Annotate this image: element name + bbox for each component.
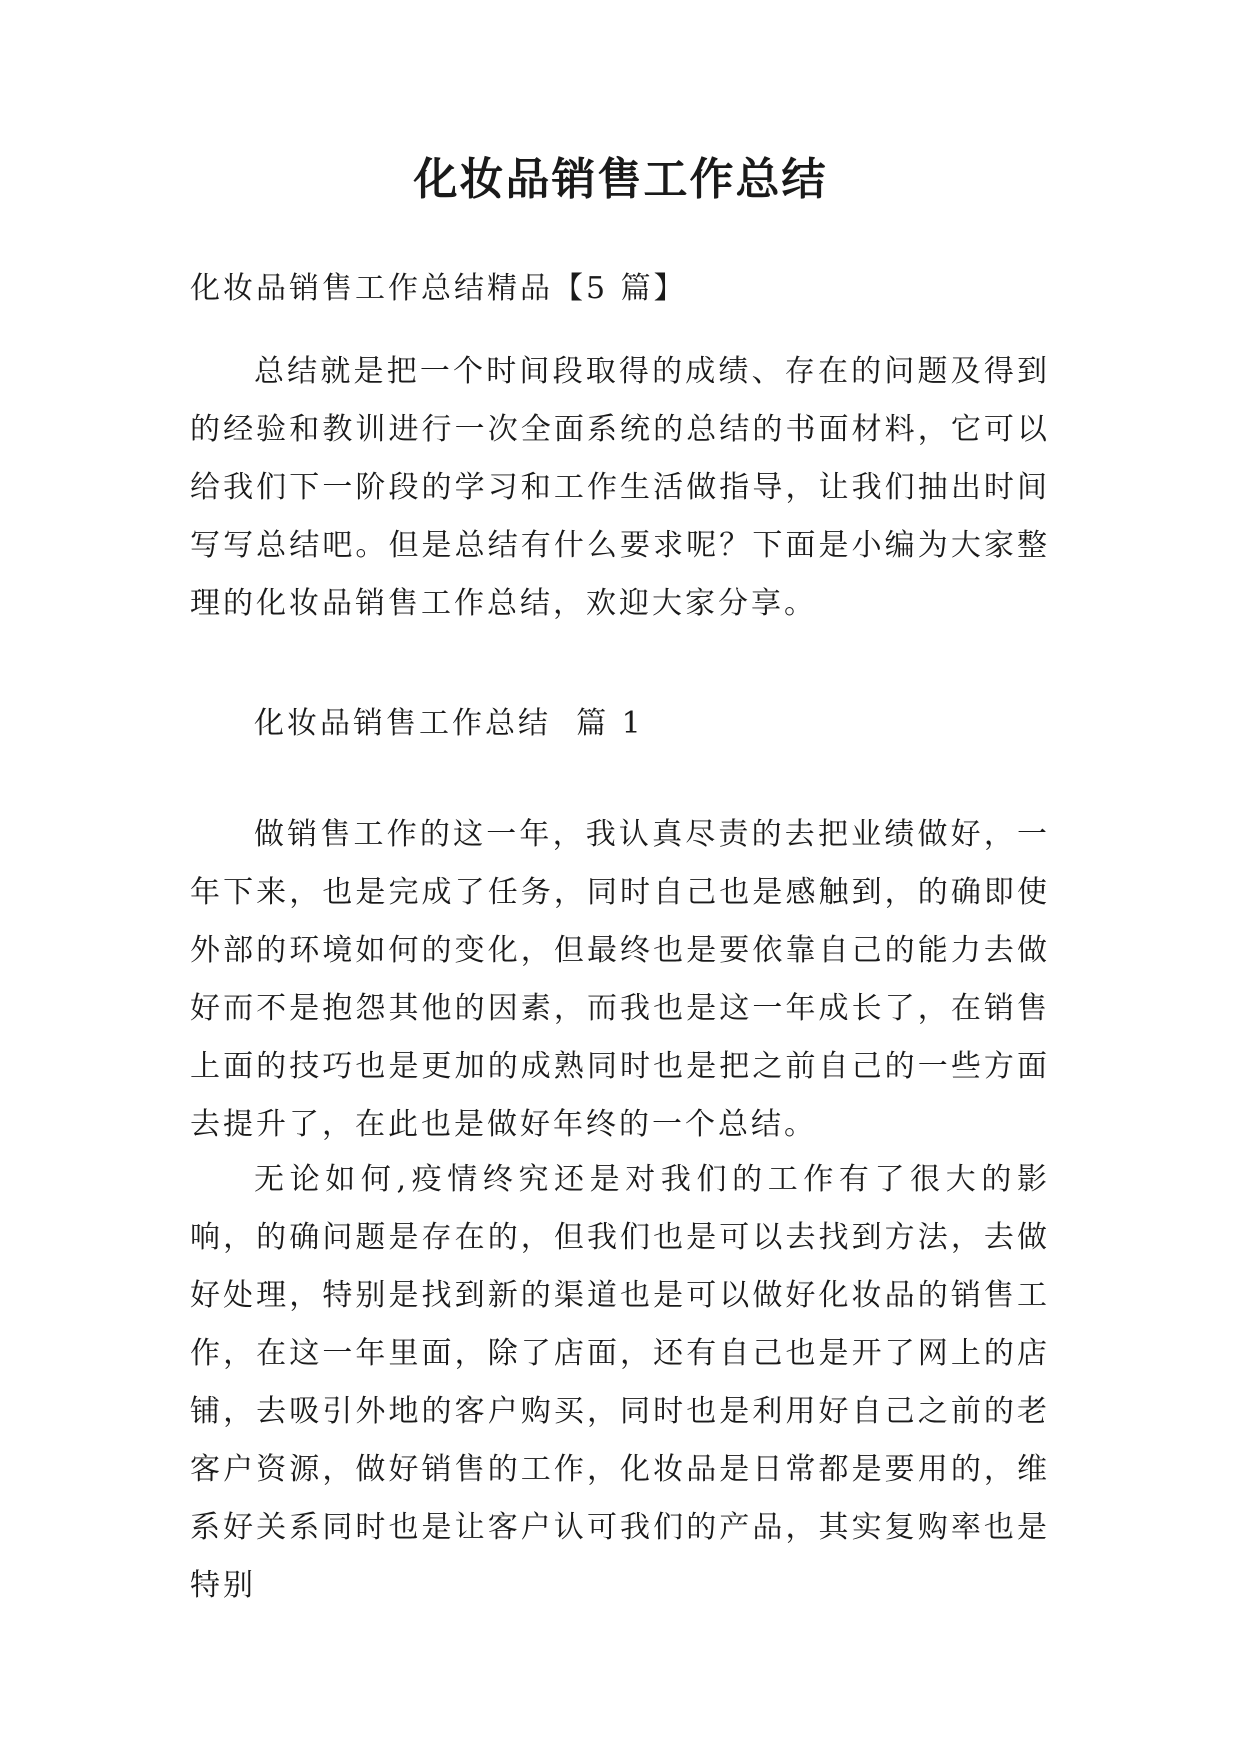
section-heading: 化妆品销售工作总结 篇 1	[254, 706, 644, 741]
document-subtitle: 化妆品销售工作总结精品【5 篇】	[190, 271, 687, 306]
document-title: 化妆品销售工作总结	[413, 154, 828, 205]
body-paragraph: 无论如何,疫情终究还是对我们的工作有了很大的影响，的确问题是存在的，但我们也是可以去找到方法，去做好处理，特别是找到新的渠道也是可以做好化妆品的销售工作，在这一年里面，除了店面，还有自己也是开了网上的店铺，去吸引外地的客户购买，同时也是利用好自己之前的老客户资源，做好销售的工作，化妆品是日常都是要用的，维系好关系同时也是让客户认可我们的产品，其实复购率也是特别	[190, 1162, 1050, 1603]
intro-paragraph: 总结就是把一个时间段取得的成绩、存在的问题及得到的经验和教训进行一次全面系统的总结的书面材料，它可以给我们下一阶段的学习和工作生活做指导，让我们抽出时间写写总结吧。但是总结有什么要求呢？下面是小编为大家整理的化妆品销售工作总结，欢迎大家分享。	[190, 354, 1050, 621]
body-paragraph: 做销售工作的这一年，我认真尽责的去把业绩做好，一年下来，也是完成了任务，同时自己也是感触到，的确即使外部的环境如何的变化，但最终也是要依靠自己的能力去做好而不是抱怨其他的因素，而我也是这一年成长了，在销售上面的技巧也是更加的成熟同时也是把之前自己的一些方面去提升了，在此也是做好年终的一个总结。	[190, 817, 1050, 1142]
